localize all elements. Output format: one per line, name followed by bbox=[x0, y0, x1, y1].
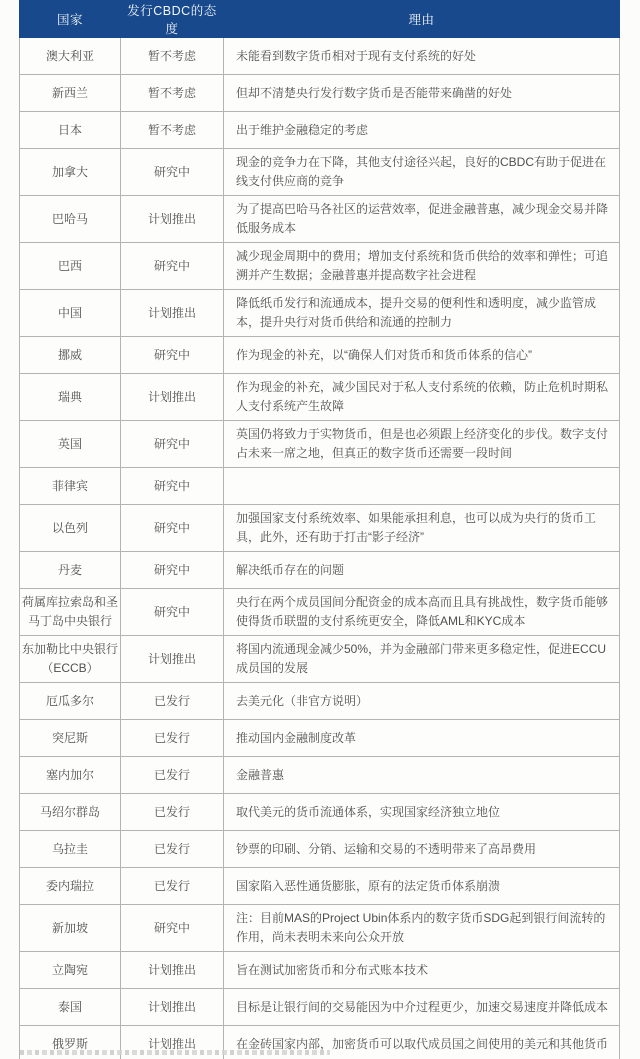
country-cell: 塞内加尔 bbox=[20, 757, 121, 794]
attitude-cell: 研究中 bbox=[121, 149, 224, 196]
attitude-cell: 已发行 bbox=[121, 794, 224, 831]
reason-cell: 在金砖国家内部，加密货币可以取代成员国之间使用的美元和其他货币 bbox=[224, 1026, 620, 1059]
country-cell: 澳大利亚 bbox=[20, 38, 121, 75]
table-row bbox=[20, 794, 620, 831]
reason-cell: 作为现金的补充，以“确保人们对货币和货币体系的信心” bbox=[224, 337, 620, 374]
country-cell: 新加坡 bbox=[20, 905, 121, 952]
reason-cell: 去美元化（非官方说明） bbox=[224, 683, 620, 720]
reason-cell: 加强国家支付系统效率、如果能承担利息，也可以成为央行的货币工具，此外，还有助于打击“影子经济” bbox=[224, 505, 620, 552]
country-cell: 以色列 bbox=[20, 505, 121, 552]
country-cell: 委内瑞拉 bbox=[20, 868, 121, 905]
attitude-cell: 计划推出 bbox=[121, 374, 224, 421]
attitude-cell: 已发行 bbox=[121, 868, 224, 905]
cbdc-attitude-table bbox=[19, 0, 620, 1059]
attitude-cell: 已发行 bbox=[121, 720, 224, 757]
table-row bbox=[20, 337, 620, 374]
reason-cell: 为了提高巴哈马各社区的运营效率，促进金融普惠，减少现金交易并降低服务成本 bbox=[224, 196, 620, 243]
table-row bbox=[20, 636, 620, 683]
table-row bbox=[20, 831, 620, 868]
table-row bbox=[20, 757, 620, 794]
country-cell: 乌拉圭 bbox=[20, 831, 121, 868]
table-row bbox=[20, 243, 620, 290]
country-cell: 瑞典 bbox=[20, 374, 121, 421]
table-row bbox=[20, 38, 620, 75]
table-row bbox=[20, 905, 620, 952]
country-cell: 东加勒比中央银行（ECCB） bbox=[20, 636, 121, 683]
reason-cell: 解决纸币存在的问题 bbox=[224, 552, 620, 589]
col-header-country: 国家 bbox=[20, 1, 121, 38]
country-cell: 英国 bbox=[20, 421, 121, 468]
reason-cell: 注：目前MAS的Project Ubin体系内的数字货币SDG起到银行间流转的作用，尚未表明未来向公众开放 bbox=[224, 905, 620, 952]
table-header bbox=[20, 1, 620, 38]
col-header-attitude: 发行CBDC的态度 bbox=[121, 1, 224, 38]
attitude-cell: 研究中 bbox=[121, 421, 224, 468]
table-row bbox=[20, 421, 620, 468]
attitude-cell: 暂不考虑 bbox=[121, 38, 224, 75]
country-cell: 荷属库拉索岛和圣马丁岛中央银行 bbox=[20, 589, 121, 636]
attitude-cell: 已发行 bbox=[121, 831, 224, 868]
attitude-cell: 研究中 bbox=[121, 905, 224, 952]
country-cell: 俄罗斯 bbox=[20, 1026, 121, 1059]
clipped-caption-line bbox=[20, 1050, 330, 1055]
table-row bbox=[20, 196, 620, 243]
attitude-cell: 研究中 bbox=[121, 337, 224, 374]
reason-cell: 降低纸币发行和流通成本，提升交易的便利性和透明度，减少监管成本，提升央行对货币供给和流通的控制力 bbox=[224, 290, 620, 337]
attitude-cell: 研究中 bbox=[121, 552, 224, 589]
table-row bbox=[20, 505, 620, 552]
table-row bbox=[20, 112, 620, 149]
table-row bbox=[20, 589, 620, 636]
reason-cell: 现金的竞争力在下降，其他支付途径兴起，良好的CBDC有助于促进在线支付供应商的竞争 bbox=[224, 149, 620, 196]
country-cell: 厄瓜多尔 bbox=[20, 683, 121, 720]
table-row bbox=[20, 683, 620, 720]
attitude-cell: 研究中 bbox=[121, 243, 224, 290]
country-cell: 加拿大 bbox=[20, 149, 121, 196]
attitude-cell: 研究中 bbox=[121, 589, 224, 636]
attitude-cell: 计划推出 bbox=[121, 952, 224, 989]
reason-cell: 推动国内金融制度改革 bbox=[224, 720, 620, 757]
country-cell: 日本 bbox=[20, 112, 121, 149]
table-row bbox=[20, 149, 620, 196]
reason-cell: 旨在测试加密货币和分布式账本技术 bbox=[224, 952, 620, 989]
table-row bbox=[20, 374, 620, 421]
attitude-cell: 已发行 bbox=[121, 683, 224, 720]
attitude-cell: 计划推出 bbox=[121, 1026, 224, 1059]
table-row bbox=[20, 989, 620, 1026]
country-cell: 巴西 bbox=[20, 243, 121, 290]
table-row bbox=[20, 75, 620, 112]
reason-cell: 作为现金的补充，减少国民对于私人支付系统的依赖，防止危机时期私人支付系统产生故障 bbox=[224, 374, 620, 421]
attitude-cell: 研究中 bbox=[121, 468, 224, 505]
attitude-cell: 研究中 bbox=[121, 505, 224, 552]
country-cell: 立陶宛 bbox=[20, 952, 121, 989]
attitude-cell: 已发行 bbox=[121, 757, 224, 794]
cbdc-table-container bbox=[19, 0, 620, 1059]
reason-cell: 金融普惠 bbox=[224, 757, 620, 794]
reason-cell: 目标是让银行间的交易能因为中介过程更少，加速交易速度并降低成本 bbox=[224, 989, 620, 1026]
table-row bbox=[20, 290, 620, 337]
table-row bbox=[20, 720, 620, 757]
country-cell: 菲律宾 bbox=[20, 468, 121, 505]
table-row bbox=[20, 552, 620, 589]
country-cell: 突尼斯 bbox=[20, 720, 121, 757]
attitude-cell: 计划推出 bbox=[121, 989, 224, 1026]
reason-cell: 出于维护金融稳定的考虑 bbox=[224, 112, 620, 149]
header-row bbox=[20, 1, 620, 38]
reason-cell: 钞票的印刷、分销、运输和交易的不透明带来了高昂费用 bbox=[224, 831, 620, 868]
table-body bbox=[20, 38, 620, 1059]
reason-cell: 但却不清楚央行发行数字货币是否能带来确凿的好处 bbox=[224, 75, 620, 112]
country-cell: 马绍尔群岛 bbox=[20, 794, 121, 831]
attitude-cell: 计划推出 bbox=[121, 290, 224, 337]
country-cell: 挪威 bbox=[20, 337, 121, 374]
table-row bbox=[20, 468, 620, 505]
country-cell: 新西兰 bbox=[20, 75, 121, 112]
country-cell: 丹麦 bbox=[20, 552, 121, 589]
reason-cell: 未能看到数字货币相对于现有支付系统的好处 bbox=[224, 38, 620, 75]
country-cell: 巴哈马 bbox=[20, 196, 121, 243]
attitude-cell: 暂不考虑 bbox=[121, 112, 224, 149]
reason-cell: 央行在两个成员国间分配资金的成本高而且具有挑战性，数字货币能够使得货币联盟的支付系统更安全，降低AML和KYC成本 bbox=[224, 589, 620, 636]
reason-cell: 取代美元的货币流通体系，实现国家经济独立地位 bbox=[224, 794, 620, 831]
table-row bbox=[20, 952, 620, 989]
attitude-cell: 暂不考虑 bbox=[121, 75, 224, 112]
reason-cell bbox=[224, 468, 620, 505]
reason-cell: 英国仍将致力于实物货币，但是也必须跟上经济变化的步伐。数字支付占未来一席之地，但真正的数字货币还需要一段时间 bbox=[224, 421, 620, 468]
attitude-cell: 计划推出 bbox=[121, 636, 224, 683]
col-header-reason: 理由 bbox=[224, 1, 620, 38]
table-row bbox=[20, 868, 620, 905]
reason-cell: 国家陷入恶性通货膨胀，原有的法定货币体系崩溃 bbox=[224, 868, 620, 905]
country-cell: 泰国 bbox=[20, 989, 121, 1026]
reason-cell: 将国内流通现金减少50%，并为金融部门带来更多稳定性，促进ECCU成员国的发展 bbox=[224, 636, 620, 683]
country-cell: 中国 bbox=[20, 290, 121, 337]
attitude-cell: 计划推出 bbox=[121, 196, 224, 243]
reason-cell: 减少现金周期中的费用；增加支付系统和货币供给的效率和弹性；可追溯并产生数据；金融普惠并提高数字社会进程 bbox=[224, 243, 620, 290]
